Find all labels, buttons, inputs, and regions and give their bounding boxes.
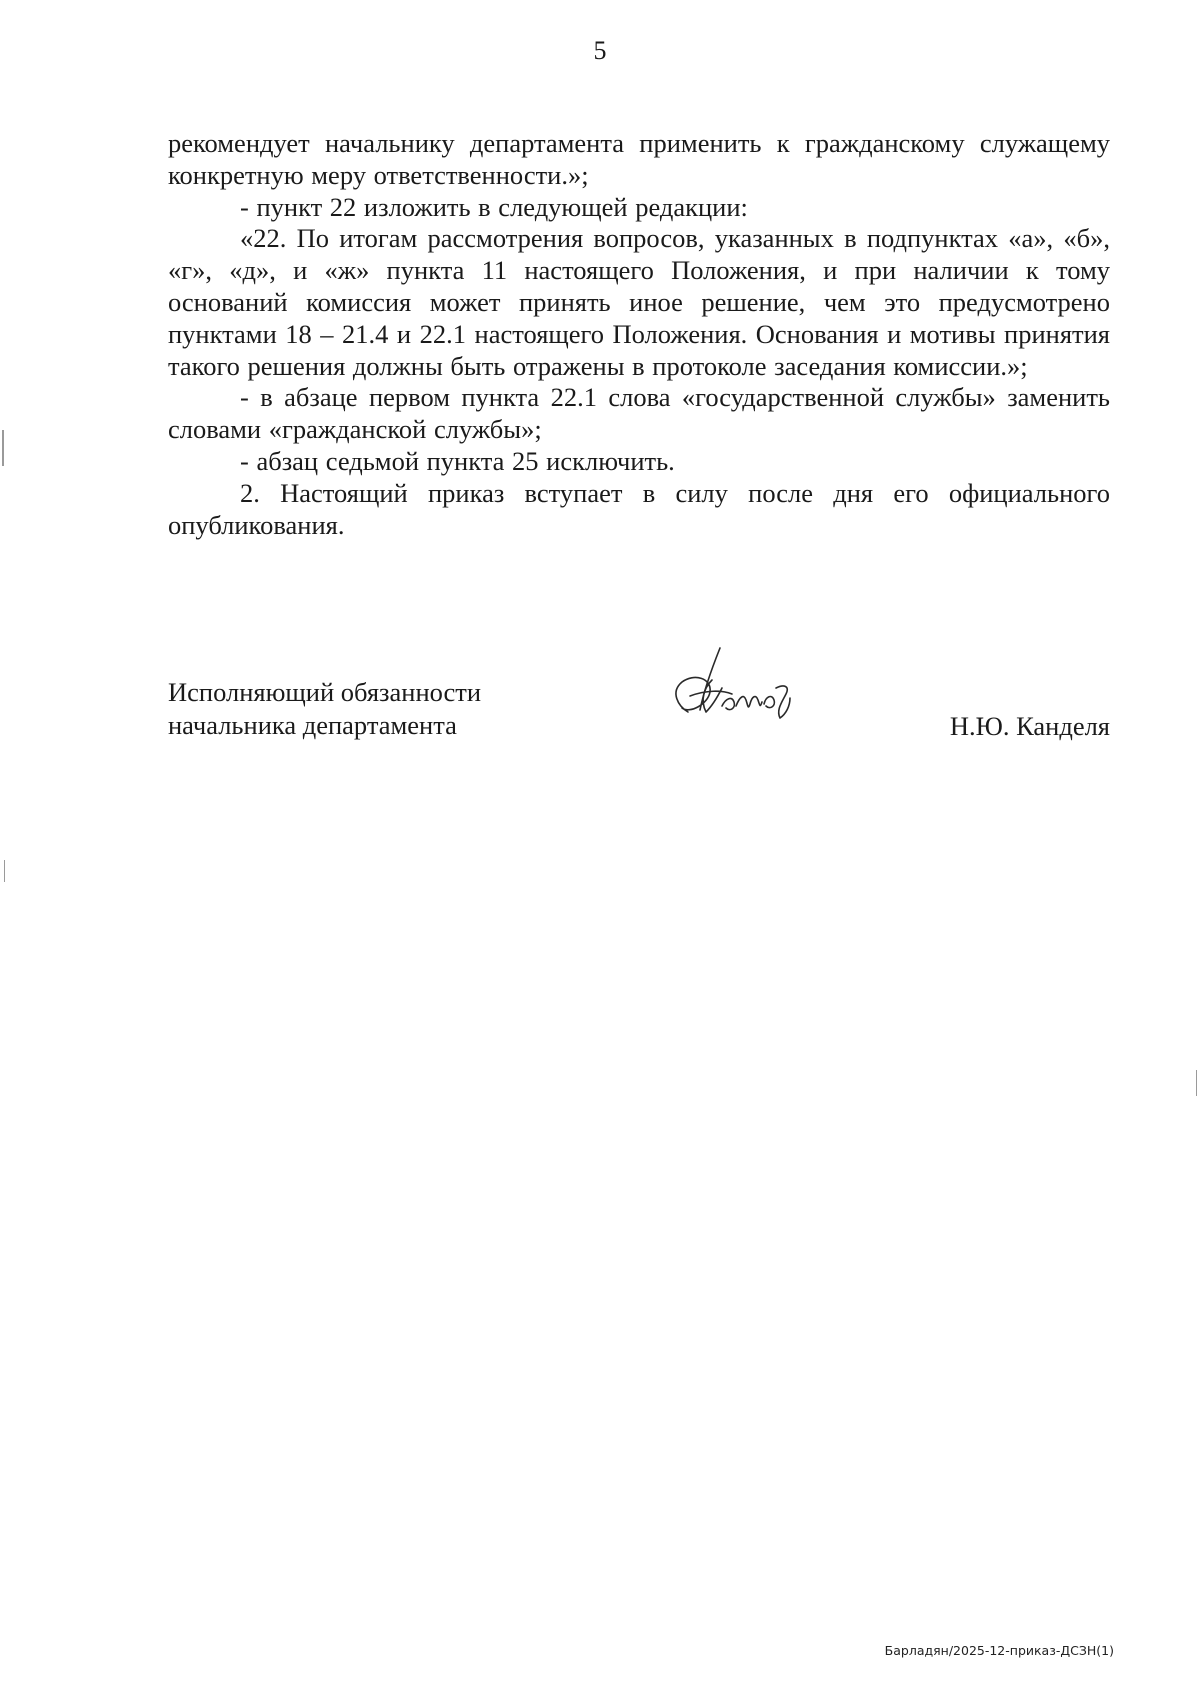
paragraph-5: - абзац седьмой пункта 25 исключить. bbox=[240, 445, 675, 476]
paragraph-1: рекомендует начальнику департамента применить к гражданскому служащему конкретную меру ответственности.»; bbox=[168, 128, 1110, 190]
signatory-name: Н.Ю. Канделя bbox=[949, 711, 1110, 741]
paragraph-2: - пункт 22 изложить в следующей редакции: bbox=[240, 191, 748, 222]
document-body bbox=[168, 128, 1110, 541]
signatory-position-line-1: Исполняющий обязанности bbox=[168, 677, 482, 707]
signatory-position-line-2: начальника департамента bbox=[168, 710, 457, 740]
document-reference-code: Барладян/2025-12-приказ-ДСЗН(1) bbox=[884, 1643, 1114, 1658]
scan-edge-mark-1 bbox=[2, 430, 4, 466]
scan-edge-mark-2 bbox=[4, 860, 5, 882]
handwritten-signature bbox=[660, 640, 810, 740]
page-number: 5 bbox=[593, 36, 607, 65]
signatory-position bbox=[168, 676, 481, 742]
scan-edge-mark-3 bbox=[1196, 1070, 1197, 1096]
paragraph-4: - в абзаце первом пункта 22.1 слова «государственной службы» заменить словами «гражданской службы»; bbox=[168, 382, 1110, 445]
paragraph-6: 2. Настоящий приказ вступает в силу после дня его официального опубликования. bbox=[168, 477, 1110, 540]
signature-block bbox=[168, 676, 1110, 756]
paragraph-3: «22. По итогам рассмотрения вопросов, указанных в подпунктах «а», «б», «г», «д», и «ж» пункта 11 настоящего Положения, и при наличии к тому оснований комиссия может принять иное решение, чем это предусмотрено пунктами 18 – 21.4 и 22.1 настоящего Положения. Основания и мотивы принятия такого решения должны быть отражены в протоколе заседания комиссии.»; bbox=[168, 223, 1110, 381]
